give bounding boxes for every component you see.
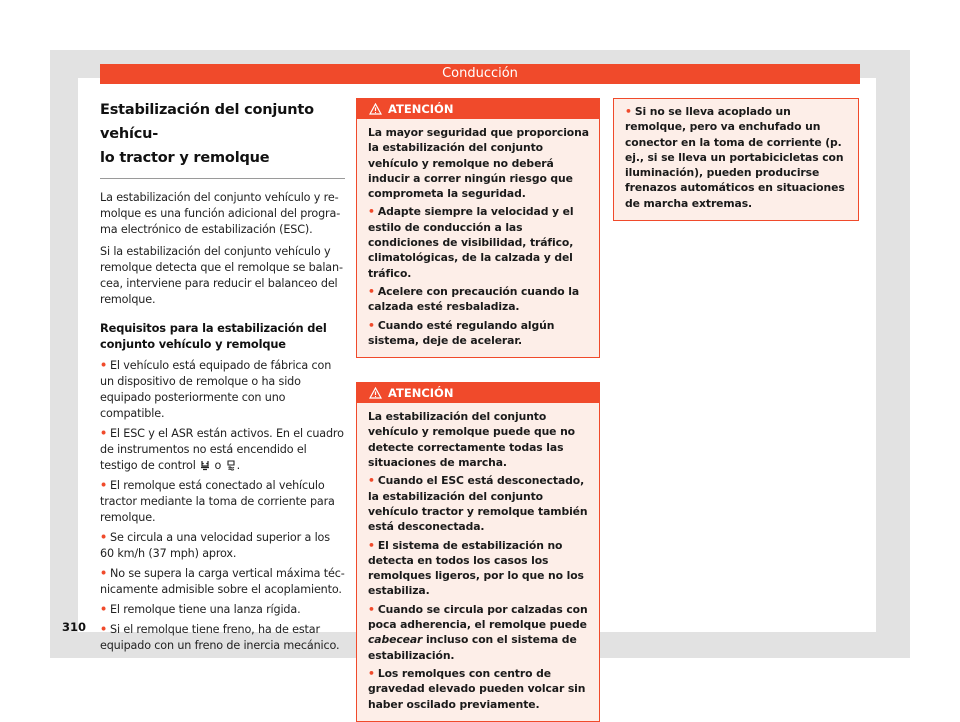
bullet-icon: • [100,531,108,544]
warning-box-1 [356,98,600,358]
balance-paragraph: Si la estabilización del conjunto vehículo y remolque detecta que el remolque se balancea, interviene para reducir el balanceo del remolque. [100,245,343,306]
main-column [100,98,345,658]
warning-intro: La estabilización del conjunto vehículo y remolque puede que no detecte correctamente todas las situaciones de marcha. [368,410,575,470]
chapter-header: Conducción [100,64,860,84]
list-item: • El remolque está conectado al vehículo tractor mediante la toma de corriente para remolque. [100,479,335,524]
bullet-icon: • [368,205,375,219]
list-item: • Cuando se circula por calzadas con poca adherencia, el remolque puede cabecear incluso con el sistema de estabilización. [368,602,588,662]
warning-box-2 [356,382,600,722]
intro-paragraph: La estabilización del conjunto vehículo y remolque es una función adicional del programa electrónico de estabilización (ESC). [100,191,341,236]
list-item: • El vehículo está equipado de fábrica con un dispositivo de remolque o ha sido equipado posteriormente con uno compatible. [100,359,332,420]
bullet-icon: • [368,474,375,488]
list-item: • Acelere con precaución cuando la calzada esté resbaladiza. [368,284,580,314]
warning-box-3 [613,98,859,221]
warnings-column [356,98,600,722]
list-item: • El remolque tiene una lanza rígida. [100,603,301,616]
bullet-icon: • [368,602,375,616]
list-item: • Adapte siempre la velocidad y el estilo de conducción a las condiciones de visibilidad, tráfico, climatológicas, de la calzada y del tráfico. [368,205,574,280]
warning-header: ATENCIÓN [357,383,599,403]
list-item: • Si el remolque tiene freno, ha de estar equipado con un freno de inercia mecánico. [100,623,340,652]
bullet-icon: • [368,284,375,298]
section-title-line1: Estabilización del conjunto vehícu- [100,102,314,142]
list-item: • Cuando esté regulando algún sistema, deje de acelerar. [368,318,555,347]
requirements-heading: Requisitos para la estabilización del conjunto vehículo y remolque [100,321,327,351]
page-number: 310 [62,620,87,634]
bullet-icon: • [100,567,108,580]
section-title-line2: lo tractor y remolque [100,150,270,166]
bullet-icon: • [100,427,108,440]
esc-off-icon [199,459,211,471]
bullet-icon: • [100,603,108,616]
warning-triangle-icon [369,103,382,115]
bullet-icon: • [368,318,375,332]
list-item: • Si no se lleva acoplado un remolque, pero va enchufado un conector en la toma de corriente (p. ej., si se lleva un portabicicletas con iluminación), pueden producirse frenazos automáticos en situaciones de marcha extremas. [625,105,845,210]
bullet-icon: • [100,359,108,372]
section-title [100,98,345,179]
list-item: • Se circula a una velocidad superior a los 60 km/h (37 mph) aprox. [100,531,330,560]
list-item: • Cuando el ESC está desconectado, la estabilización del conjunto vehículo tractor y remolque también está desconectada. [368,474,588,534]
bullet-icon: • [100,623,108,636]
warning-header: ATENCIÓN [357,99,599,119]
bullet-icon: • [100,479,108,492]
bullet-icon: • [625,105,632,118]
bullet-icon: • [368,666,375,680]
list-item: • No se supera la carga vertical máxima técnicamente admisible sobre el acoplamiento. [100,567,345,596]
list-item: • El sistema de estabilización no detecta en todos los casos los remolques ligeros, por lo que no los estabiliza. [368,538,584,598]
warning-intro: La mayor seguridad que proporciona la estabilización del conjunto vehículo y remolque no deberá inducir a correr ningún riesgo que comprometa la seguridad. [368,126,589,201]
bullet-icon: • [368,538,375,552]
list-item: • Los remolques con centro de gravedad elevado pueden volcar sin haber oscilado previamente. [368,666,586,711]
skid-car-icon [225,459,237,471]
requirements-list [100,358,345,654]
continuation-column [613,98,859,221]
list-item: • El ESC y el ASR están activos. En el cuadro de instrumentos no está encendido el testigo de control o . [100,427,344,472]
warning-triangle-icon [369,387,382,399]
